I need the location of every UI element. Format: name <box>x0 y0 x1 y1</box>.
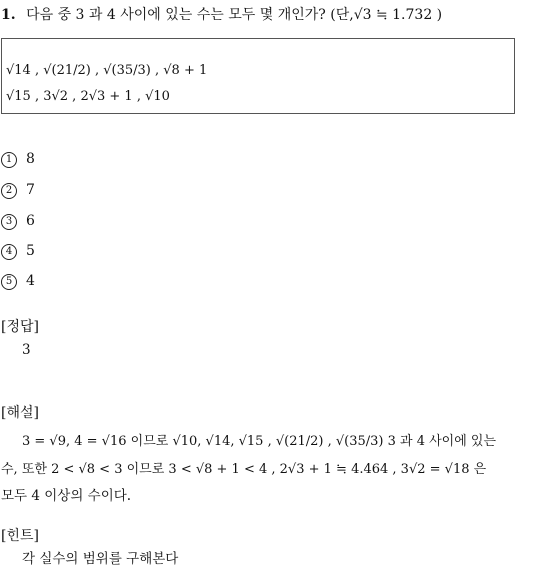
choice-4[interactable] <box>1 243 35 260</box>
box-line-1: √14 , √(21/2) , √(35/3) , √8 + 1 <box>6 63 208 78</box>
choice-2[interactable] <box>1 182 35 199</box>
question-header <box>1 4 442 24</box>
answer-label: [정답] <box>1 319 39 335</box>
choice-value: 7 <box>26 182 35 198</box>
box-line-2: √15 , 3√2 , 2√3 + 1 , √10 <box>6 89 170 104</box>
choice-marker: 5 <box>1 274 17 290</box>
explanation-line-1: 3 = √9, 4 = √16 이므로 √10, √14, √15 , √(21/2) , √(35/3) 3 과 4 사이에 있는 <box>22 434 497 449</box>
choice-value: 5 <box>26 243 35 259</box>
hint-label: [힌트] <box>1 528 39 544</box>
answer-value: 3 <box>22 342 31 358</box>
question-number: 1. <box>1 7 16 23</box>
explanation-label: [해설] <box>1 405 39 421</box>
explanation-line-3: 모두 4 이상의 수이다. <box>1 488 132 504</box>
choice-marker: 1 <box>1 152 17 168</box>
choice-marker: 2 <box>1 183 17 199</box>
choice-5[interactable] <box>1 273 35 290</box>
choice-value: 8 <box>26 151 35 167</box>
explanation-line-2: 수, 또한 2 < √8 < 3 이므로 3 < √8 + 1 < 4 , 2√3 + 1 ≒ 4.464 , 3√2 = √18 은 <box>1 462 487 477</box>
choice-value: 4 <box>26 273 35 289</box>
question-text: 다음 중 3 과 4 사이에 있는 수는 모두 몇 개인가? (단,√3 ≒ 1.732 ) <box>26 7 443 23</box>
choice-1[interactable] <box>1 151 35 168</box>
hint-text: 각 실수의 범위를 구해본다 <box>22 551 179 567</box>
number-list-box <box>1 38 515 114</box>
choice-3[interactable] <box>1 213 35 230</box>
choice-marker: 4 <box>1 244 17 260</box>
choice-value: 6 <box>26 213 35 229</box>
choice-marker: 3 <box>1 214 17 230</box>
